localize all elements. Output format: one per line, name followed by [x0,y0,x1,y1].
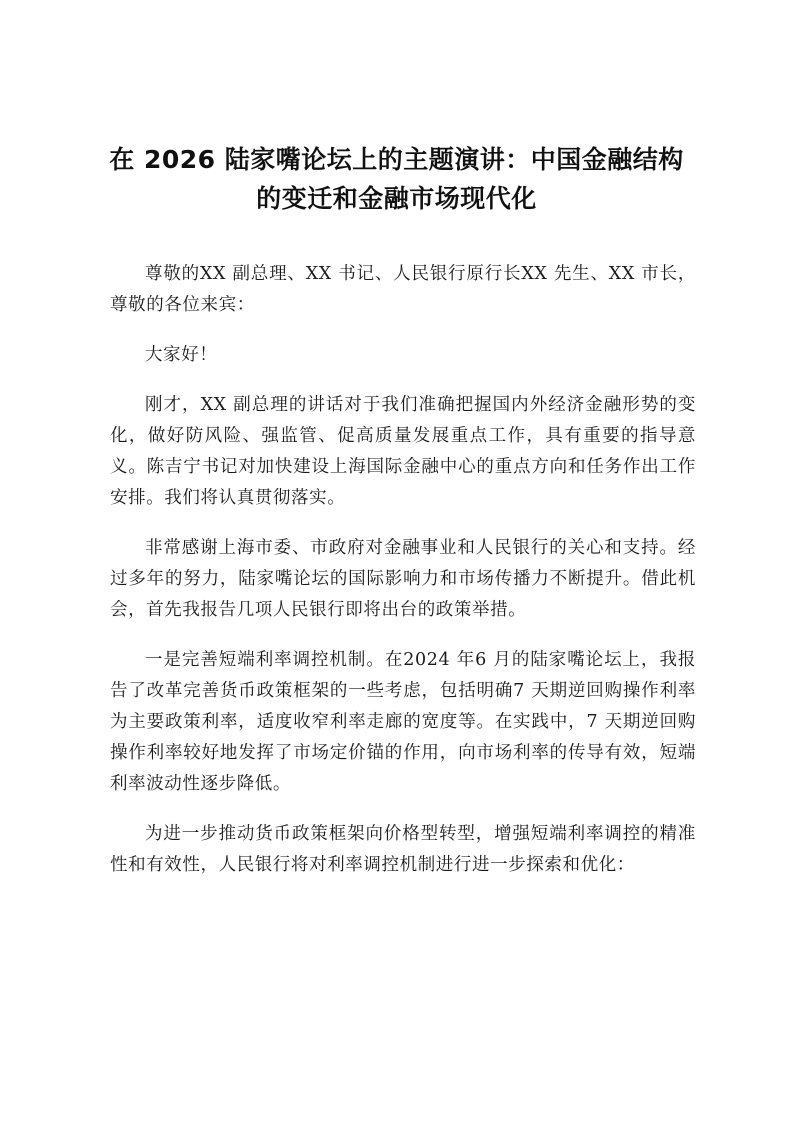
paragraph: 为进一步推动货币政策框架向价格型转型，增强短端利率调控的精准性和有效性，人民银行将对利率调控机制进行进一步探索和优化： [110,824,696,875]
document-body [110,259,696,900]
document-title: 在 2026 陆家嘴论坛上的主题演讲：中国金融结构的变迁和金融市场现代化 [109,145,684,213]
paragraph: 一是完善短端利率调控机制。在2024 年6 月的陆家嘴论坛上，我报告了改革完善货币政策框架的一些考虑，包括明确7 天期逆回购操作利率为主要政策利率，适度收窄利率走廊的宽度等。在实践中，7 天期逆回购操作利率较好地发挥了市场定价锚的作用，向市场利率的传导有效，短端利率波动性逐步降低。 [110,650,696,794]
paragraph-salutation: 尊敬的XX 副总理、XX 书记、人民银行原行长XX 先生、XX 市长，尊敬的各位来宾： [110,264,696,315]
paragraph: 刚才，XX 副总理的讲话对于我们准确把握国内外经济金融形势的变化，做好防风险、强监管、促高质量发展重点工作，具有重要的指导意义。陈吉宁书记对加快建设上海国际金融中心的重点方向和任务作出工作安排。我们将认真贯彻落实。 [110,395,696,508]
paragraph: 非常感谢上海市委、市政府对金融事业和人民银行的关心和支持。经过多年的努力，陆家嘴论坛的国际影响力和市场传播力不断提升。借此机会，首先我报告几项人民银行即将出台的政策举措。 [110,538,696,620]
paragraph-greeting: 大家好！ [145,345,218,365]
